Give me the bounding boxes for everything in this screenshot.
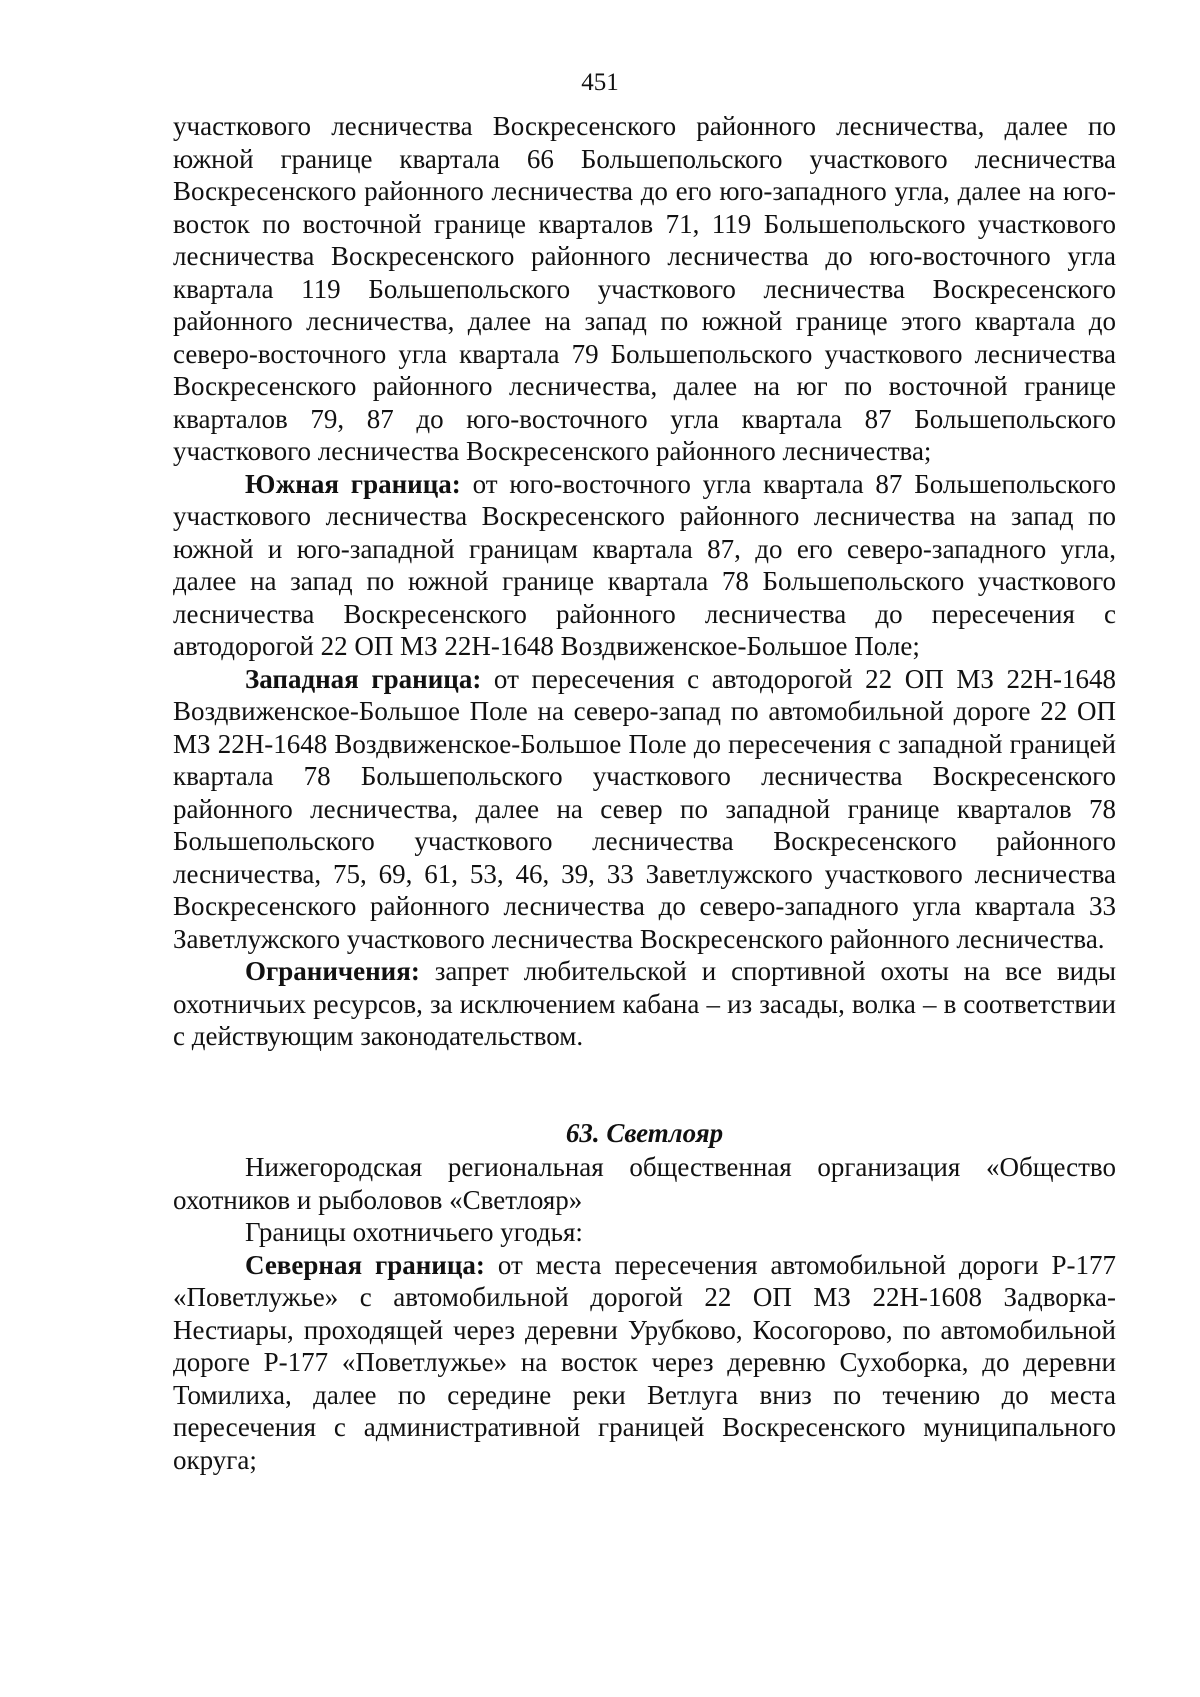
western-border-text: от пересечения с автодорогой 22 ОП МЗ 22Н-1648 Воздвиженское-Большое Поле на северо-запад по автомобильной дороге 22 ОП МЗ 22Н-1648 Воздвиженское-Большое Поле до пересечения с западной границей квартала 78 Большепольского участкового лесничества Воскресенского районного лесничества, далее на север по западной границе кварталов 78 Большепольского участкового лесничества Воскресенского районного лесничества, 75, 69, 61, 53, 46, 39, 33 Заветлужского участкового лесничества Воскресенского районного лесничества до северо-западного угла квартала 33 Заветлужского участкового лесничества Воскресенского районного лесничества. [173, 663, 1117, 954]
southern-border-paragraph [173, 468, 1116, 663]
restrictions-label: Ограничения: [245, 956, 420, 986]
document-body [173, 110, 1116, 1476]
southern-border-label: Южная граница: [245, 468, 461, 499]
restrictions-paragraph [173, 955, 1116, 1053]
organization-paragraph: Нижегородская региональная общественная организация «Общество охотников и рыболовов «Светлояр» [173, 1152, 1116, 1215]
southern-border-text: от юго-восточного угла квартала 87 Большепольского участкового лесничества Воскресенского районного лесничества на запад по южной и юго-западной границам квартала 87, до его северо-западного угла, далее на запад по южной границе квартала 78 Большепольского участкового лесничества Воскресенского районного лесничества до пересечения с автодорогой 22 ОП МЗ 22Н-1648 Воздвиженское-Большое Поле; [173, 468, 1116, 661]
northern-border-text: от места пересечения автомобильной дороги Р-177 «Поветлужье» с автомобильной дорогой 22 ОП МЗ 22Н-1608 Задворка-Нестиары, проходящей через деревни Урубково, Косогорово, по автомобильной дороге Р-177 «Поветлужье» на восток через деревню Сухоборка, до деревни Томилиха, далее по середине реки Ветлуга вниз по течению до места пересечения с административной границей Воскресенского муниципального округа; [173, 1249, 1117, 1475]
continuation-paragraph: участкового лесничества Воскресенского районного лесничества, далее по южной границе квартала 66 Большепольского участкового лесничества Воскресенского районного лесничества до его юго-западного угла, далее на юго-восток по восточной границе кварталов 71, 119 Большепольского участкового лесничества Воскресенского районного лесничества до юго-восточного угла квартала 119 Большепольского участкового лесничества Воскресенского районного лесничества, далее на запад по южной границе этого квартала до северо-восточного угла квартала 79 Большепольского участкового лесничества Воскресенского районного лесничества, далее на юг по восточной границе кварталов 79, 87 до юго-восточного угла квартала 87 Большепольского участкового лесничества Воскресенского районного лесничества; [173, 111, 1116, 466]
page-number: 451 [581, 69, 619, 96]
section-title: 63. Светлояр [565, 1117, 724, 1148]
western-border-label: Западная граница: [245, 663, 482, 694]
restrictions-text: запрет любительской и спортивной охоты на все виды охотничьих ресурсов, за исключением кабана – из засады, волка – в соответствии с действующим законодательством. [173, 956, 1116, 1051]
western-border-paragraph [173, 663, 1116, 956]
northern-border-label: Северная граница: [245, 1249, 485, 1280]
borders-heading: Границы охотничьего угодья: [245, 1217, 583, 1247]
northern-border-paragraph [173, 1249, 1116, 1477]
